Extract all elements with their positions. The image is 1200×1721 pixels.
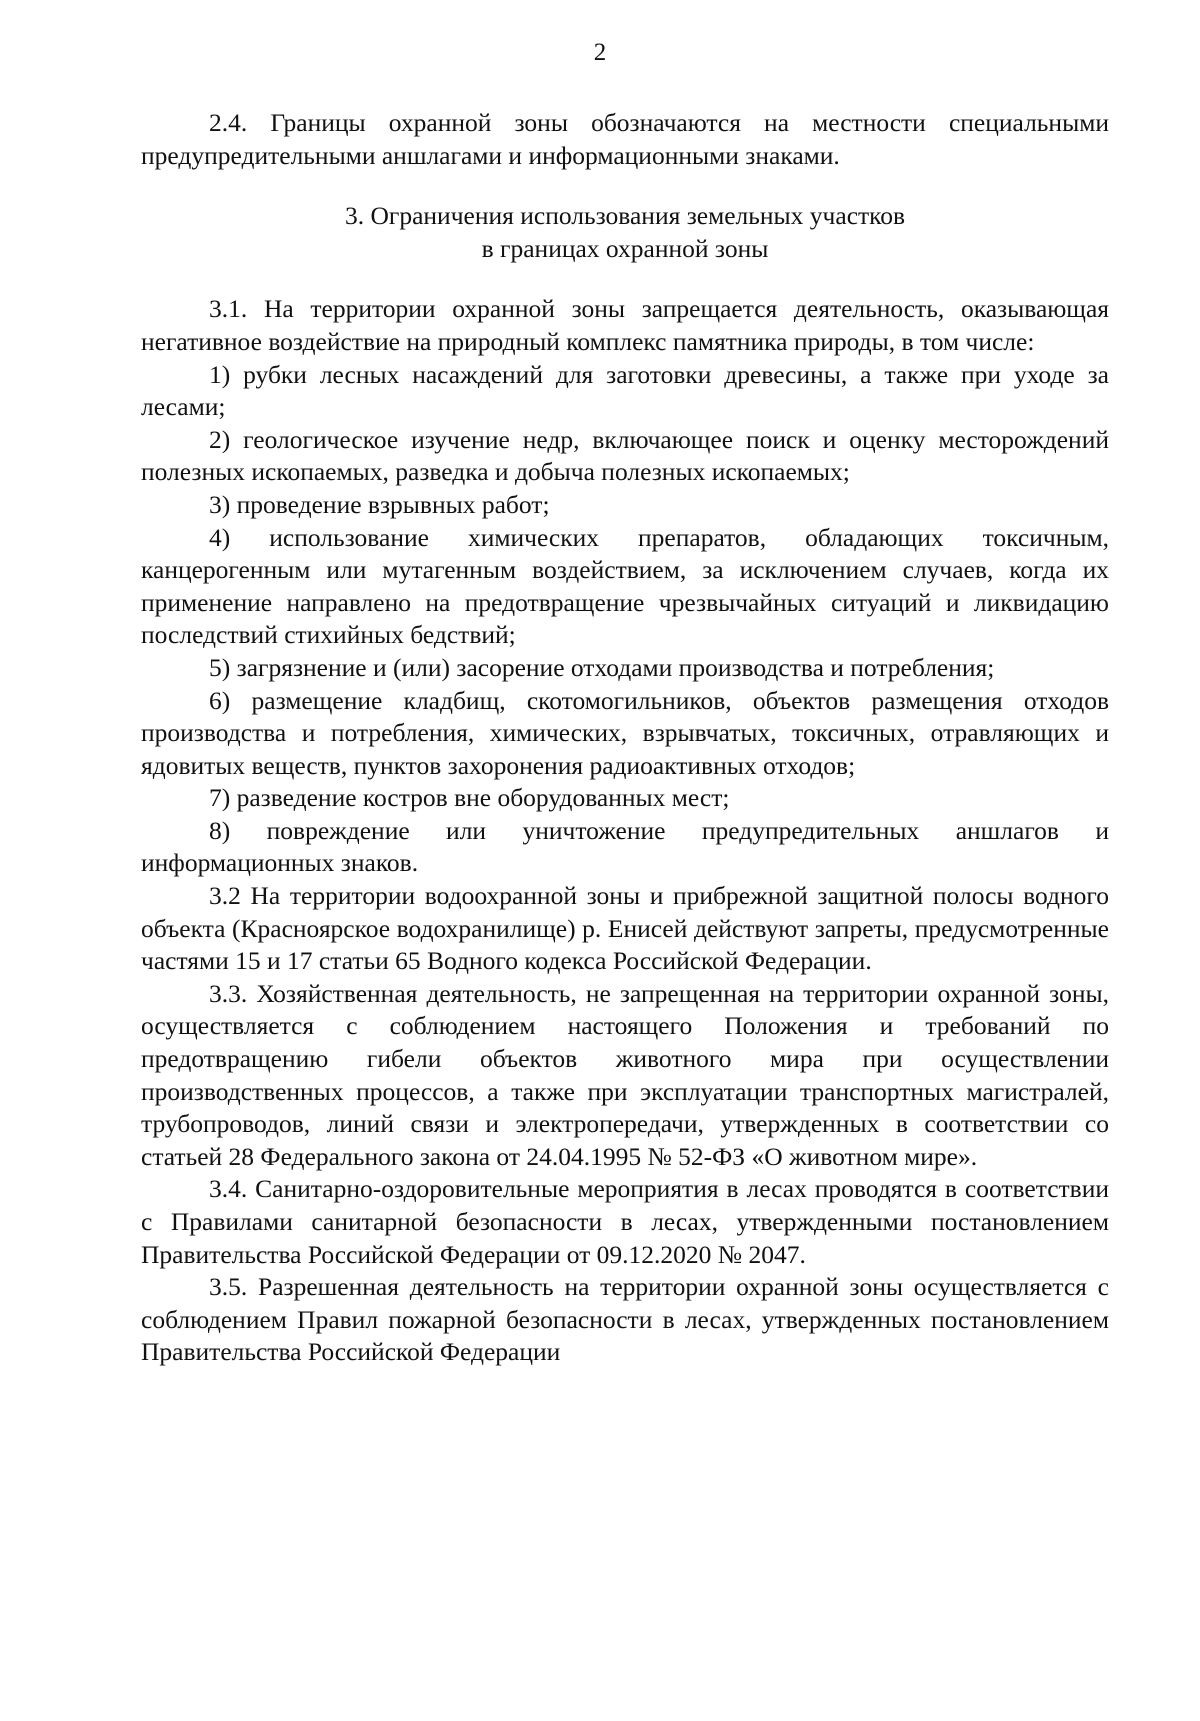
list-item-3: 3) проведение взрывных работ; — [209, 489, 550, 519]
list-item-1: 1) рубки лесных насаждений для заготовки древесины, а также при уходе за лесами; — [141, 359, 1109, 422]
list-item-2: 2) геологическое изучение недр, включающее поиск и оценку месторождений полезных ископаемых, разведка и добыча полезных ископаемых; — [141, 424, 1109, 487]
paragraph-3-4: 3.4. Санитарно-оздоровительные мероприятия в лесах проводятся в соответствии с Правилами санитарной безопасности в лесах, утвержденными постановлением Правительства Российской Федерации от 09.12.2020 № 2047. — [141, 1174, 1109, 1269]
list-item-6: 6) размещение кладбищ, скотомогильников, объектов размещения отходов производства и потребления, химических, взрывчатых, токсичных, отравляющих и ядовитых веществ, пунктов захоронения радиоактивных отходов; — [141, 685, 1109, 780]
section-heading — [141, 200, 1109, 265]
list-item-4: 4) использование химических препаратов, обладающих токсичным, канцерогенным или мутагенным воздействием, за исключением случаев, когда их применение направлено на предотвращение чрезвычайных ситуаций и ликвидацию последствий стихийных бедствий; — [141, 522, 1109, 650]
paragraph-3-1: 3.1. На территории охранной зоны запрещается деятельность, оказывающая негативное воздействие на природный комплекс памятника природы, в том числе: — [141, 294, 1109, 356]
document-body — [141, 107, 1109, 1369]
page-number: 2 — [593, 39, 607, 66]
section-heading-line-1: 3. Ограничения использования земельных участков — [344, 201, 906, 231]
list-item-8: 8) повреждение или уничтожение предупредительных аншлагов и информационных знаков. — [141, 815, 1109, 878]
paragraph-2-4: 2.4. Границы охранной зоны обозначаются на местности специальными предупредительными аншлагами и информационными знаками. — [141, 108, 1109, 170]
paragraph-3-2: 3.2 На территории водоохранной зоны и прибрежной защитной полосы водного объекта (Красноярское водохранилище) р. Енисей действуют запреты, предусмотренные частями 15 и 17 статьи 65 Водного кодекса Российской Федерации. — [141, 881, 1109, 976]
list-item-5: 5) загрязнение и (или) засорение отходами производства и потребления; — [209, 652, 995, 682]
section-heading-line-2: в границах охранной зоны — [481, 233, 769, 263]
list-item-7: 7) разведение костров вне оборудованных мест; — [209, 783, 730, 813]
paragraph-3-3: 3.3. Хозяйственная деятельность, не запрещенная на территории охранной зоны, осуществляется с соблюдением настоящего Положения и требований по предотвращению гибели объектов животного мира при осуществлении производственных процессов, а также при эксплуатации транспортных магистралей, трубопроводов, линий связи и электропередачи, утвержденных в соответствии со статьей 28 Федерального закона от 24.04.1995 № 52-ФЗ «О животном мире». — [141, 978, 1109, 1171]
paragraph-3-5: 3.5. Разрешенная деятельность на территории охранной зоны осуществляется с соблюдением Правил пожарной безопасности в лесах, утвержденных постановлением Правительства Российской Федерации — [141, 1272, 1109, 1367]
